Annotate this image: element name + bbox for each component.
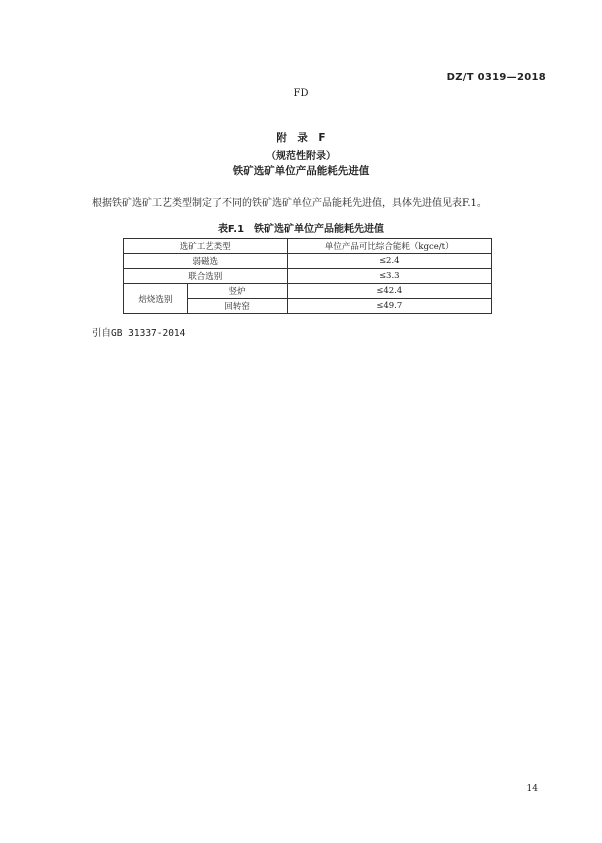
appendix-title: 附 录 F xyxy=(276,132,326,144)
header-process-type: 选矿工艺类型 xyxy=(124,239,288,254)
cell-value: ≤49.7 xyxy=(287,299,491,314)
table-header-row xyxy=(124,239,492,254)
cell-subtype: 回转窑 xyxy=(187,299,287,314)
table-row xyxy=(124,284,492,299)
body-paragraph: 根据铁矿选矿工艺类型制定了不同的铁矿选矿单位产品能耗先进值，具体先进值见表F.1。 xyxy=(92,198,487,209)
energy-table xyxy=(123,238,492,314)
source-note: 引自GB 31337-2014 xyxy=(92,328,186,339)
header-energy: 单位产品可比综合能耗（kgce/t） xyxy=(287,239,491,254)
table-row xyxy=(124,269,492,284)
appendix-name: 铁矿选矿单位产品能耗先进值 xyxy=(232,165,370,177)
cell-type: 联合选别 xyxy=(124,269,288,284)
cell-value: ≤2.4 xyxy=(287,254,491,269)
table-row xyxy=(124,254,492,269)
appendix-type: （规范性附录） xyxy=(266,151,336,162)
cell-subtype: 竖炉 xyxy=(187,284,287,299)
cell-group-label: 焙烧选别 xyxy=(124,284,188,314)
cell-value: ≤3.3 xyxy=(287,269,491,284)
table-caption: 表F.1 铁矿选矿单位产品能耗先进值 xyxy=(217,224,385,235)
standard-code: DZ/T 0319—2018 xyxy=(446,72,546,83)
page-number: 14 xyxy=(526,784,538,794)
cell-type: 弱磁选 xyxy=(124,254,288,269)
cell-value: ≤42.4 xyxy=(287,284,491,299)
page-mark: FD xyxy=(293,88,309,99)
